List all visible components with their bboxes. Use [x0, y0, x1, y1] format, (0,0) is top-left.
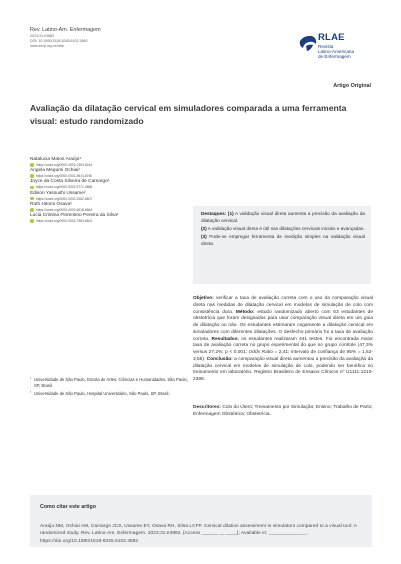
orcid-icon: [30, 163, 34, 167]
author-name: Natalucia Matos Araújo¹: [30, 157, 81, 162]
author-item: [30, 157, 190, 168]
affiliation-item: ² Universidade de São Paulo, Hospital Universitário, São Paulo, SP, Brasil.: [30, 389, 170, 396]
highlight-item: Destaques: (1) A validação visual direta aumenta a precisão da avaliação da dilatação cervical.: [201, 211, 365, 223]
logo-sub-1: Revista: [318, 44, 334, 49]
author-item: [30, 168, 190, 179]
logo-sub-2: Latino-Americana: [318, 49, 355, 54]
orcid-link[interactable]: https://orcid.org/0000-0002-6618-6864: [30, 208, 190, 212]
author-name: Lucia Cristina Florentino Pereira da Silva¹: [30, 212, 119, 218]
highlights-box: [193, 206, 371, 284]
journal-url[interactable]: www.eerp.usp.br/rlae: [30, 44, 64, 48]
globe-icon: [298, 33, 318, 53]
citation-box: [30, 495, 372, 547]
orcid-icon: [30, 219, 34, 223]
orcid-link[interactable]: https://orcid.org/0000-0002-7963-6601: [30, 219, 190, 223]
affiliations: [30, 377, 190, 398]
author-list: [30, 157, 190, 224]
abstract: Objetivo: verificar a taxa de avaliação correta com o uso da comparação visual direta nas medidas de dilatação cervical em modelos de simulação de colo com consistência dura. Método: estudo randomizado aberto com 63 estudantes de obstetrícia que foram designados para usar comparação visual direta em um guia de dilatação ou não. Os estudantes estimaram cegamente a dilatação cervical em simuladores com diferentes dilatações. O desfecho primário foi a taxa de avaliação correta. Resultados: os estudantes realizaram 441 testes. Foi encontrada maior taxa de avaliação correta no grupo experimental do que no grupo controle (47,3% versus 27,2%; p < 0,001; Odds Ratio = 2,41; intervalo de confiança de 95% = 1,62-3,58). Conclusão: a comparação visual direta aumentou a precisão da avaliação da dilatação cervical em modelos de simulação de colo, podendo ser benéfica no treinamento em laboratório. Registro Brasileiro de Ensaios Clínicos nº U1111-1210-2389.: [193, 296, 373, 382]
journal-year: 2023;31:e3883: [30, 34, 54, 38]
orcid-icon: [30, 208, 34, 212]
logo-text: RLAE: [318, 32, 345, 43]
descriptors: Descritores: Colo do Útero; Treinamento por Simulação; Ensino; Trabalho de Parto; Enfermagem Obstétrica; Obstetrícia.: [193, 405, 373, 417]
author-name: Angela Megumi Ochiai¹: [30, 168, 80, 174]
logo-sub-3: de Enfermagem: [318, 54, 351, 59]
affiliation-item: ¹ Universidade de São Paulo, Escola de Artes, Ciências e Humanidades, São Paulo, SP, Brasil.: [30, 376, 188, 388]
author-item: [30, 213, 190, 224]
author-item: [30, 191, 190, 202]
citation-heading: Como citar este artigo: [40, 504, 96, 510]
article-type: Artigo Original: [333, 83, 371, 89]
orcid-icon: [30, 197, 34, 201]
journal-logo: [298, 33, 378, 67]
article-title: Avaliação da dilatação cervical em simuladores comparada a uma ferramenta visual: estudo randomizado: [30, 103, 347, 126]
author-item: [30, 179, 190, 190]
orcid-icon: [30, 186, 34, 190]
highlight-item: (2) A validação visual direta é útil nas dilatações cervicais iniciais e avançadas.: [201, 225, 365, 231]
author-name: Joyce da Costa Silveira de Camargo¹: [30, 179, 110, 185]
journal-meta: [30, 27, 190, 49]
journal-name: Rev. Latino-Am. Enfermagem: [30, 27, 101, 33]
citation-text: Araújo NM, Ochiai AM, Camargo JCS, Ussame EY, Osava RH, Silva LCFP. Cervical dilation assessment in simulators compared to a visual tool: A randomized study. Rev. Latino-Am. Enfermagem. 2023;31:e3882. [Access ______ __ ____]; Available in: ______________. https://doi.org/10.1590/1518-8345.6102.3882: [40, 523, 357, 543]
orcid-link[interactable]: https://orcid.org/0000-0001-9614-8760: [30, 174, 190, 178]
highlight-item: (3) Pode-se empregar ferramenta de medição simples na validação visual direta.: [201, 233, 365, 246]
orcid-link[interactable]: https://orcid.org/0000-0003-1353-8244: [30, 163, 190, 167]
author-name: Ruth Hitomi Osava¹: [30, 201, 72, 207]
author-name: Edison Yassushi Ussame²: [30, 190, 86, 196]
orcid-icon: [30, 174, 34, 178]
journal-doi: DOI: 10.1590/1518-8345.6102.3883: [30, 39, 88, 43]
author-item: [30, 202, 190, 213]
orcid-link[interactable]: https://orcid.org/0000-0002-2362-8607: [30, 197, 190, 201]
orcid-link[interactable]: https://orcid.org/0000-0001-9771-0866: [30, 185, 190, 189]
